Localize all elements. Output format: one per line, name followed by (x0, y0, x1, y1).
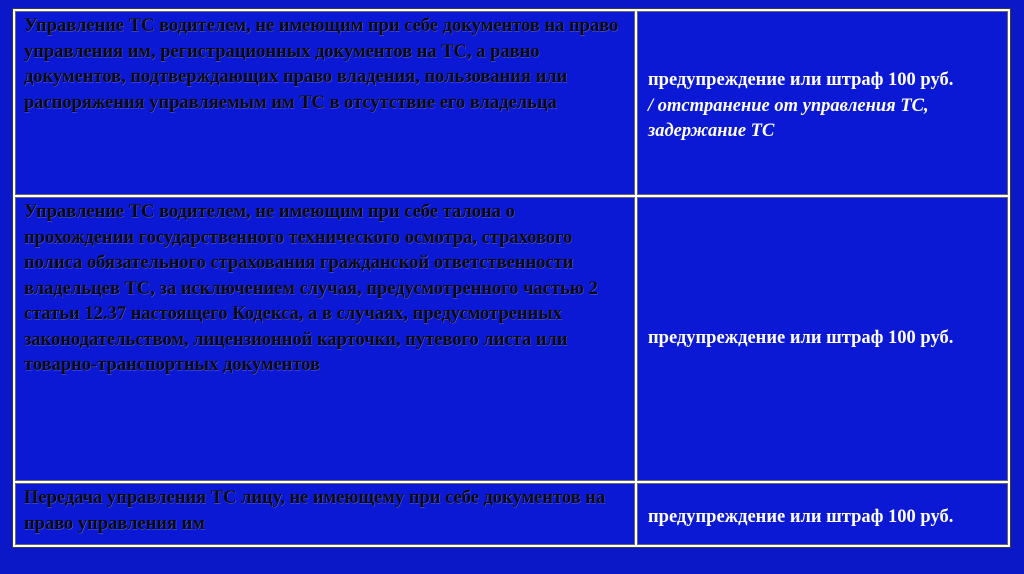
penalty-text: предупреждение или штраф 100 руб. (648, 328, 954, 349)
violation-cell-2 (16, 198, 634, 480)
penalty-text: предупреждение или штраф 100 руб. (648, 507, 954, 528)
violation-text: Управление ТС водителем, не имеющим при себе документов на право управления им, регистрационных документов на ТС, а равно документов, подтверждающих право владения, пользования или распоряжения управляемым им ТС в отсутствие его владельца (24, 16, 619, 113)
violation-text: Передача управления ТС лицу, не имеющему при себе документов на право управления им (24, 488, 606, 534)
violation-text: Управление ТС водителем, не имеющим при себе талона о прохождении государственного технического осмотра, страхового полиса обязательного страхования гражданской ответственности владельцев ТС, за исключением случая, предусмотренного частью 2 статьи 12.37 настоящего Кодекса, а в случаях, предусмотренных законодательством, лицензионной карточки, путевого листа или товарно-транспортных документов (24, 202, 598, 375)
penalty-cell-3 (638, 484, 1007, 544)
penalty-table (12, 8, 1011, 548)
penalty-cell-1 (638, 12, 1007, 194)
penalty-text: предупреждение или штраф 100 руб. (648, 70, 954, 90)
measure-text-line1: / отстранение от управления ТС, (648, 95, 929, 116)
measure-text-line2: задержание ТС (648, 121, 775, 141)
violation-cell-3 (16, 484, 634, 544)
penalty-cell-2 (638, 198, 1007, 480)
violation-cell-1 (16, 12, 634, 194)
